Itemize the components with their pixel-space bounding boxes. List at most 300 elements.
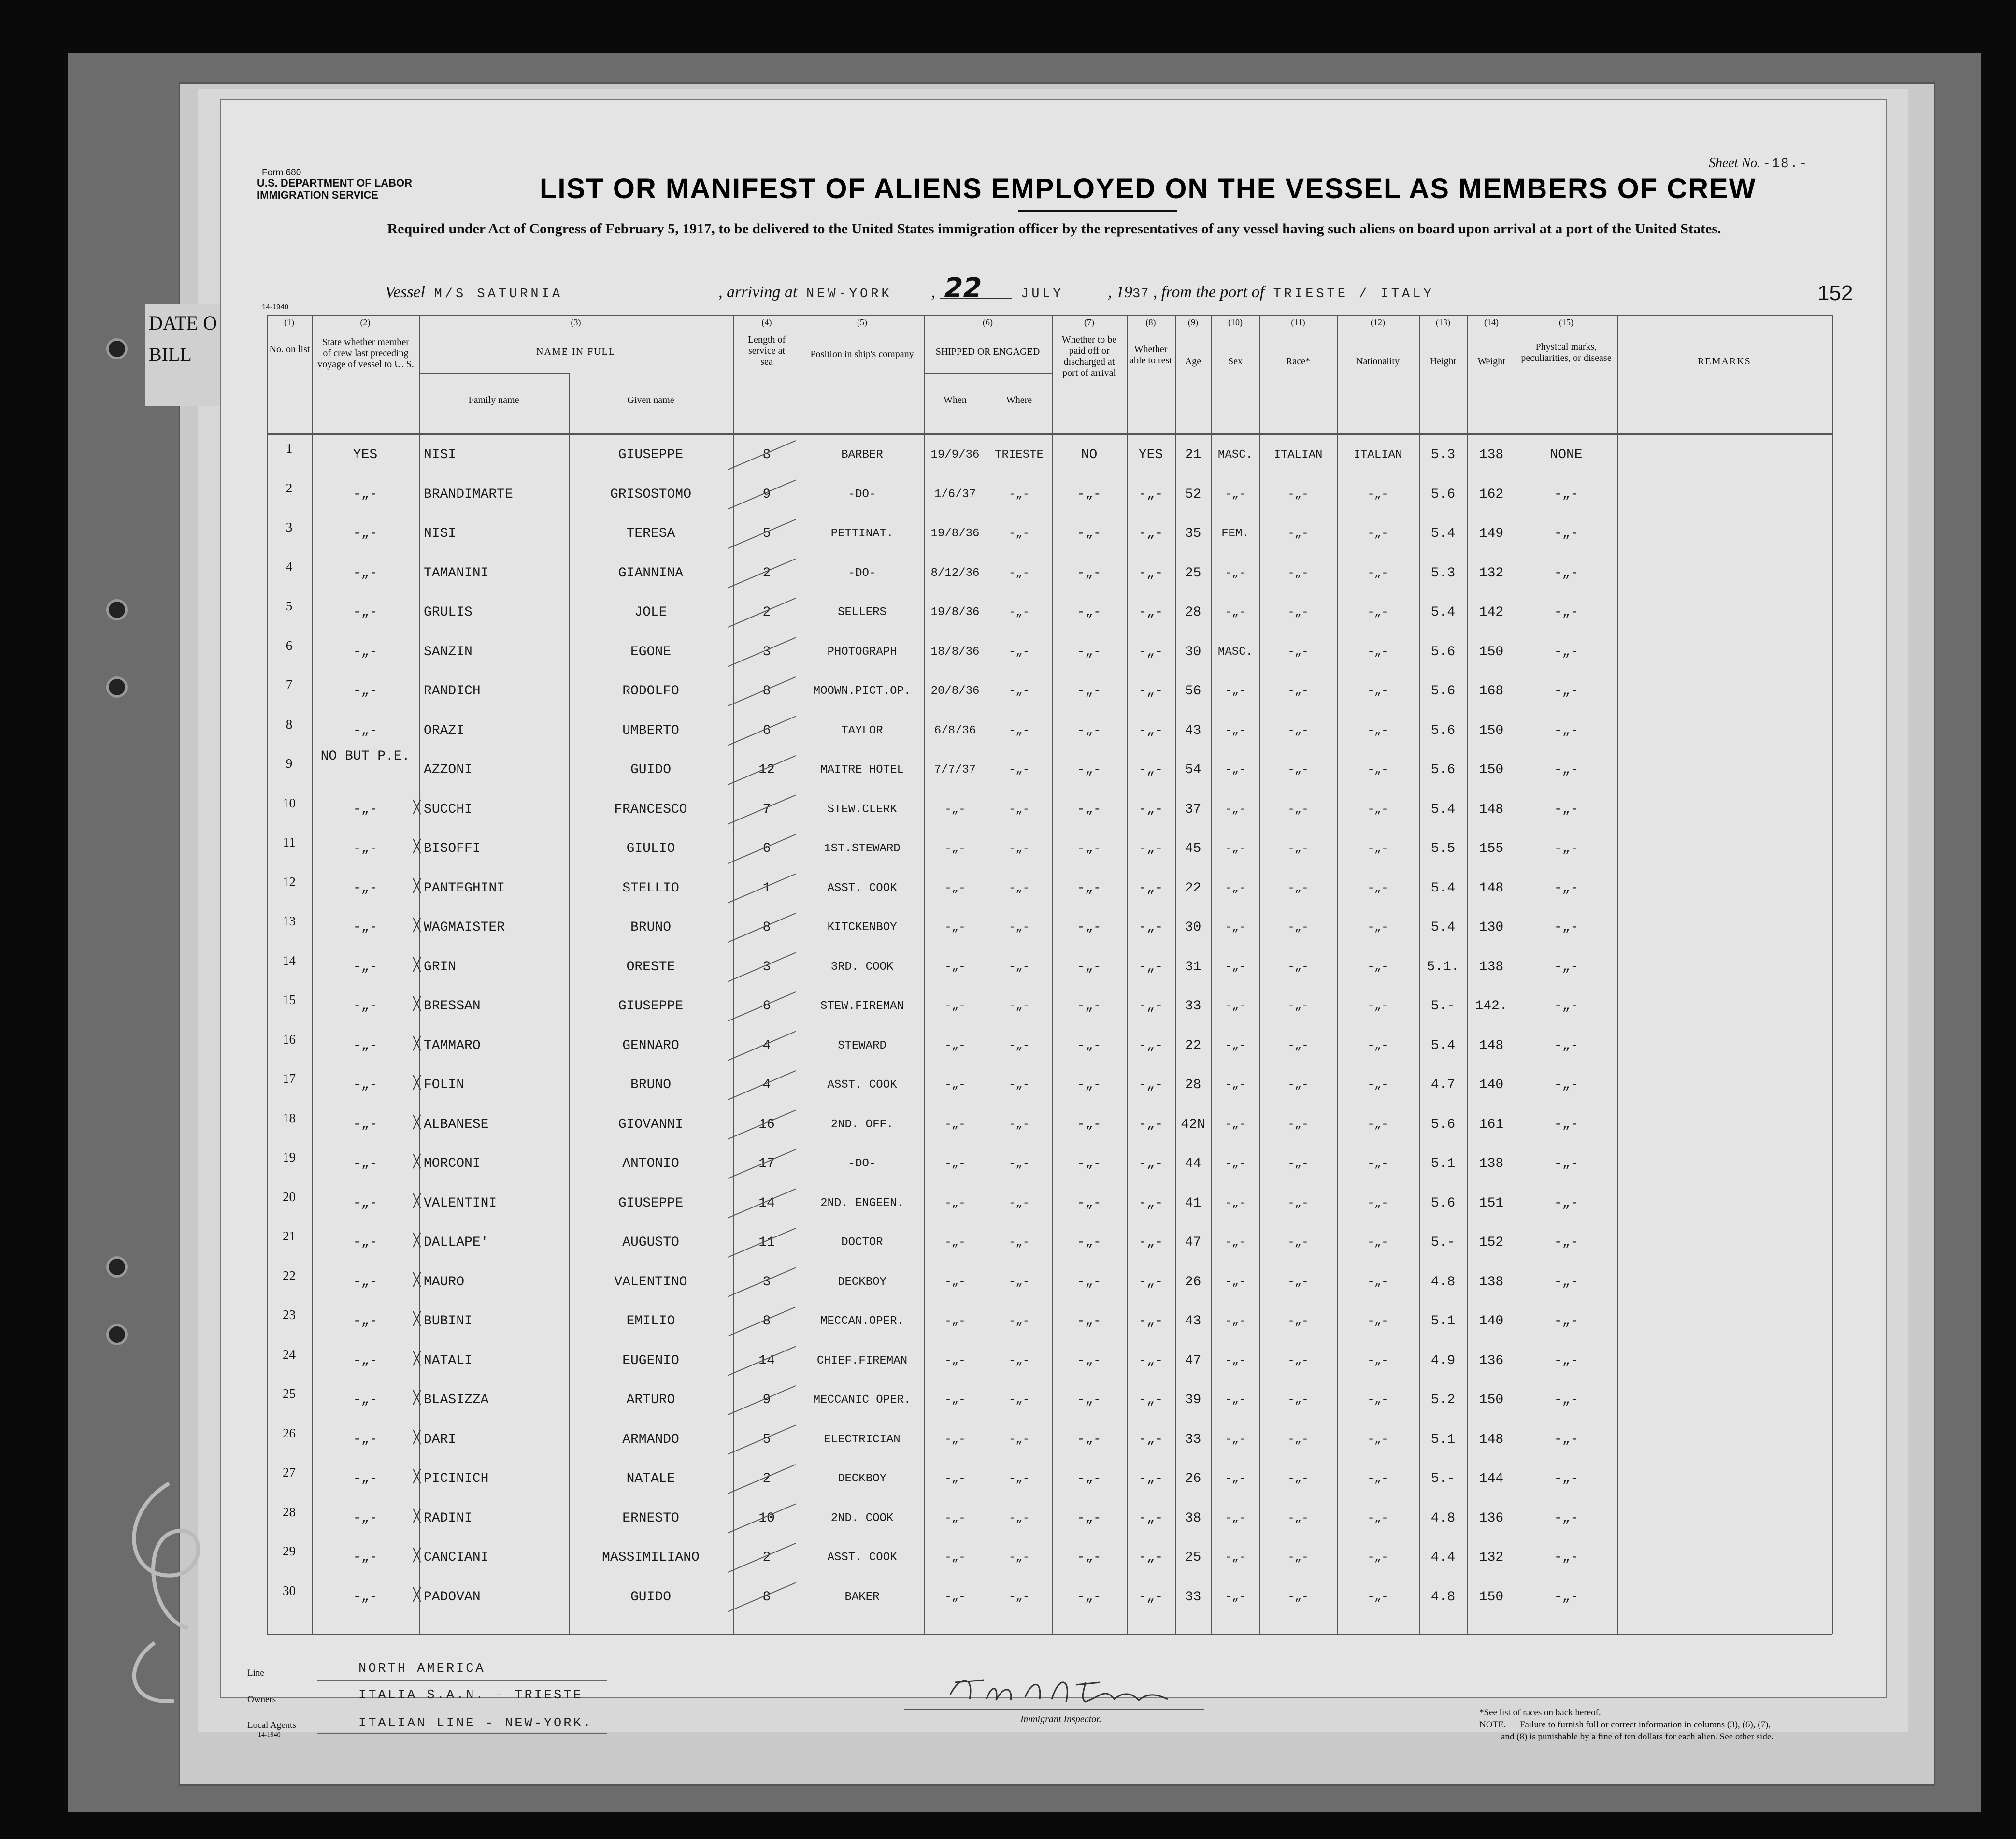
cell-paid: -„- [1077,1117,1101,1132]
cell-paid: -„- [1077,1314,1101,1329]
cell-marks: -„- [1554,1156,1579,1171]
cell-nat: -„- [1367,1196,1388,1210]
cell-marks: -„- [1554,762,1579,777]
cell-nat: -„- [1367,685,1388,698]
cell-rest: -„- [1138,959,1163,975]
year-suffix: 37 [1132,287,1149,302]
cell-where: TRIESTE [995,448,1044,461]
arrival-day-handwritten: 22 [940,279,1012,299]
cell-where: -„- [1008,724,1030,737]
cell-prev: -„- [353,1510,378,1526]
cell-paid: -„- [1077,959,1101,975]
scrap-line-2: BILL [149,344,192,365]
cell-weight: 152 [1479,1235,1504,1250]
cell-service: 8 [762,1589,771,1605]
cell-position: -DO- [848,488,876,501]
cell-weight: 150 [1479,644,1504,660]
cell-prev: -„- [353,999,378,1014]
col12-number: (12) [1371,317,1385,327]
cell-height: 5.2 [1430,1393,1456,1408]
col2-number: (2) [360,317,371,327]
cell-weight: 138 [1479,959,1504,975]
cell-where: -„- [1008,645,1030,659]
cell-race: -„- [1287,1433,1309,1446]
cell-family: SANZIN [424,644,472,660]
check-mark-icon: ╳ [413,1548,421,1562]
cell-nat: -„- [1367,1078,1388,1092]
check-mark-icon: ╳ [413,878,421,893]
cell-rest: -„- [1138,1314,1163,1329]
cell-marks: -„- [1554,1274,1579,1290]
col4-number: (4) [761,317,772,327]
cell-sex: -„- [1225,1511,1246,1525]
cell-marks: -„- [1554,1353,1579,1368]
cell-given: ERNESTO [622,1510,679,1526]
cell-race: -„- [1287,566,1309,580]
check-mark-icon: ╳ [413,799,421,814]
cell-service: 3 [762,644,771,660]
cell-race: -„- [1287,842,1309,855]
col6b-header: Where [1006,395,1032,405]
cell-race: -„- [1287,1196,1309,1210]
page-title: LIST OR MANIFEST OF ALIENS EMPLOYED ON THE VESSEL AS MEMBERS OF CREW [540,173,1757,204]
cell-prev: -„- [353,1235,378,1250]
cell-service: 17 [758,1156,775,1171]
cell-family: FOLIN [424,1078,465,1092]
cell-where: -„- [1008,488,1030,501]
row-number: 16 [283,1032,296,1047]
check-mark-icon: ╳ [413,1508,421,1523]
cell-marks: -„- [1554,565,1579,581]
col3b-header: Given name [627,395,674,405]
cell-rest: -„- [1138,1038,1163,1053]
cell-nat: -„- [1367,606,1388,619]
cell-rest: -„- [1138,526,1163,541]
cell-family: GRIN [424,959,457,975]
cell-weight: 132 [1479,1550,1504,1565]
cell-family: TAMMARO [424,1038,481,1053]
row-number: 23 [283,1307,296,1322]
cell-prev: -„- [353,920,378,935]
cell-given: NATALE [626,1471,675,1486]
owners-label: Owners [247,1695,276,1705]
row-number: 29 [283,1544,296,1558]
cell-where: -„- [1008,1039,1030,1052]
cell-service: 6 [762,999,771,1014]
cell-where: -„- [1008,1472,1030,1485]
cell-when: -„- [944,921,966,934]
cell-where: -„- [1008,1078,1030,1092]
note-penalty-2: and (8) is punishable by a fine of ten dollars for each alien. See other side. [1501,1732,1774,1742]
cell-age: 54 [1185,762,1201,777]
cell-weight: 142 [1479,605,1504,620]
cell-service: 14 [758,1195,775,1211]
line-value: NORTH AMERICA [358,1662,486,1676]
cell-service: 8 [762,1314,771,1329]
cell-nat: -„- [1367,488,1388,501]
col7-number: (7) [1084,317,1094,327]
cell-position: DECKBOY [838,1472,886,1485]
cell-prev: -„- [353,723,378,738]
cell-race: -„- [1287,1275,1309,1289]
cell-where: -„- [1008,1394,1030,1407]
row-number: 1 [286,441,293,456]
note-races: *See list of races on back hereof. [1479,1708,1601,1718]
cell-race: -„- [1287,960,1309,974]
cell-race: -„- [1287,1315,1309,1328]
cell-paid: -„- [1077,1393,1101,1408]
cell-paid: -„- [1077,1550,1101,1565]
cell-height: 4.4 [1430,1550,1456,1565]
row-number: 14 [283,953,296,968]
cell-weight: 148 [1479,1432,1504,1447]
cell-when: -„- [944,1118,966,1131]
cell-height: 5.4 [1430,920,1456,935]
cell-paid: -„- [1077,1353,1101,1368]
cell-age: 35 [1185,526,1201,541]
col5-header: Position in ship's company [810,349,914,359]
cell-sex: MASC. [1217,448,1253,461]
cell-height: 5.6 [1430,644,1456,660]
cell-rest: -„- [1138,1471,1163,1486]
check-mark-icon: ╳ [413,1311,421,1326]
cell-height: 4.8 [1430,1274,1456,1290]
row-number: 9 [286,756,293,771]
binder-hole [106,338,128,359]
cell-service: 5 [762,526,771,541]
arriving-port: NEW-YORK [801,287,927,302]
cell-when: -„- [944,803,966,816]
cell-marks: -„- [1554,684,1579,699]
cell-marks: -„- [1554,487,1579,502]
cell-nat: -„- [1367,1236,1388,1249]
cell-rest: -„- [1138,841,1163,856]
cell-position: ASST. COOK [827,1078,897,1092]
sheet-number-label: Sheet No. [1709,156,1761,171]
row-number: 28 [283,1504,296,1519]
cell-position: 2ND. OFF. [830,1118,894,1131]
cell-race: -„- [1287,1354,1309,1367]
cell-race: -„- [1287,606,1309,619]
cell-prev: -„- [353,1195,378,1211]
cell-given: GIULIO [626,841,675,856]
cell-position: DOCTOR [841,1236,883,1249]
cell-rest: -„- [1138,644,1163,660]
cell-rest: -„- [1138,1117,1163,1132]
cell-age: 33 [1185,1432,1201,1447]
cell-nat: -„- [1367,566,1388,580]
cell-service: 16 [758,1117,775,1132]
cell-given: ANTONIO [622,1156,679,1171]
cell-height: 5.4 [1430,880,1456,896]
cell-marks: -„- [1554,1432,1579,1447]
col6-header: SHIPPED OR ENGAGED [935,346,1040,357]
row-number: 4 [286,559,293,574]
binder-hole [106,1256,128,1278]
cell-paid: -„- [1077,1195,1101,1211]
cell-nat: -„- [1367,803,1388,816]
cell-paid: -„- [1077,880,1101,896]
inspector-label: Immigrant Inspector. [1020,1714,1101,1724]
cell-family: MORCONI [424,1156,481,1171]
cell-marks: -„- [1554,1195,1579,1211]
cell-nat: -„- [1367,842,1388,855]
cell-age: 41 [1185,1195,1201,1211]
cell-paid: -„- [1077,487,1101,502]
cell-when: -„- [944,1354,966,1367]
cell-where: -„- [1008,921,1030,934]
cell-family: TAMANINI [424,565,489,581]
cell-nat: -„- [1367,1039,1388,1052]
department-line-2: IMMIGRATION SERVICE [257,189,378,201]
cell-position: PETTINAT. [830,527,894,540]
cell-race: ITALIAN [1273,448,1323,461]
row-number: 26 [283,1425,296,1440]
cell-given: GIUSEPPE [618,447,684,462]
cell-age: 28 [1185,1078,1201,1092]
cell-position: 2ND. ENGEEN. [820,1196,904,1210]
cell-where: -„- [1008,842,1030,855]
cell-age: 30 [1185,644,1201,660]
cell-given: BRUNO [630,920,671,935]
vessel-line: Vessel M/S SATURNIA , arriving at NEW-YORK , 22 JULY , 1937 , from the port of TRIESTE / ITALY [385,279,1549,302]
cell-paid: -„- [1077,1078,1101,1092]
cell-age: 25 [1185,565,1201,581]
cell-family: MAURO [424,1274,465,1290]
cell-marks: -„- [1554,1589,1579,1605]
cell-prev: -„- [353,526,378,541]
cell-prev: -„- [353,1156,378,1171]
cell-height: 5.5 [1430,841,1456,856]
cell-rest: -„- [1138,1510,1163,1526]
cell-sex: -„- [1225,960,1246,974]
cell-given: EMILIO [626,1314,675,1329]
cell-family: NATALI [424,1353,472,1368]
from-port-label: , from the port of [1153,283,1265,301]
binder-hole [106,599,128,620]
check-mark-icon: ╳ [413,1075,421,1090]
cell-position: BARBER [841,448,883,461]
cell-paid: -„- [1077,1156,1101,1171]
cell-rest: -„- [1138,1589,1163,1605]
cell-height: 5.6 [1430,487,1456,502]
cell-family: BUBINI [424,1314,472,1329]
cell-when: 1/6/37 [934,488,976,501]
cell-sex: -„- [1225,1275,1246,1289]
col3-header: NAME IN FULL [536,346,615,357]
cell-nat: -„- [1367,1275,1388,1289]
cell-height: 5.6 [1430,723,1456,738]
cell-where: -„- [1008,1000,1030,1013]
cell-age: 26 [1185,1471,1201,1486]
cell-race: -„- [1287,724,1309,737]
cell-when: -„- [944,1078,966,1092]
cell-given: GUIDO [630,1589,671,1605]
cell-rest: -„- [1138,1156,1163,1171]
col-border [1617,315,1618,1634]
cell-prev: -„- [353,565,378,581]
cell-sex: -„- [1225,1196,1246,1210]
cell-sex: -„- [1225,1157,1246,1170]
cell-sex: -„- [1225,1078,1246,1092]
cell-age: 30 [1185,920,1201,935]
cell-age: 47 [1185,1235,1201,1250]
cell-age: 22 [1185,880,1201,896]
cell-sex: -„- [1225,842,1246,855]
cell-when: -„- [944,1433,966,1446]
cell-sex: -„- [1225,1551,1246,1564]
cell-prev: -„- [353,644,378,660]
cell-sex: -„- [1225,566,1246,580]
cell-position: -DO- [848,566,876,580]
cell-when: 7/7/37 [934,763,976,776]
cell-weight: 138 [1479,447,1504,462]
cell-service: 11 [758,1235,775,1250]
cell-given: GUIDO [630,762,671,777]
cell-service: 2 [762,1471,771,1486]
cell-prev: -„- [353,487,378,502]
binder-hole [106,676,128,698]
cell-sex: FEM. [1221,527,1249,540]
cell-height: 5.1 [1430,1156,1456,1171]
cell-given: BRUNO [630,1078,671,1092]
col5-number: (5) [857,317,867,327]
cell-position: -DO- [848,1157,876,1170]
cell-paid: -„- [1077,1274,1101,1290]
cell-where: -„- [1008,527,1030,540]
cell-weight: 130 [1479,920,1504,935]
cell-rest: -„- [1138,605,1163,620]
cell-sex: -„- [1225,1315,1246,1328]
cell-age: 37 [1185,802,1201,817]
cell-race: -„- [1287,1236,1309,1249]
cell-position: CHIEF.FIREMAN [816,1354,908,1367]
cell-position: BAKER [844,1590,880,1604]
cell-sex: -„- [1225,1394,1246,1407]
cell-family: GRULIS [424,605,472,620]
cell-marks: -„- [1554,723,1579,738]
check-mark-icon: ╳ [413,1351,421,1365]
cell-when: -„- [944,1394,966,1407]
agents-underline [317,1733,607,1734]
row-number: 8 [286,717,293,732]
cell-where: -„- [1008,1551,1030,1564]
year-prefix: 19 [1116,283,1132,301]
cell-age: 31 [1185,959,1201,975]
line-label: Line [247,1668,264,1678]
cell-position: KITCKENBOY [827,921,897,934]
cell-weight: 150 [1479,762,1504,777]
cell-when: 8/12/36 [930,566,980,580]
cell-weight: 142. [1475,999,1508,1014]
cell-marks: -„- [1554,526,1579,541]
check-mark-icon: ╳ [413,918,421,932]
cell-prev: -„- [353,1314,378,1329]
cell-age: 26 [1185,1274,1201,1290]
cell-marks: -„- [1554,1510,1579,1526]
cell-race: -„- [1287,1590,1309,1604]
col4-header: Length of service at sea [747,334,786,367]
cell-rest: -„- [1138,802,1163,817]
cell-age: 45 [1185,841,1201,856]
cell-when: -„- [944,1196,966,1210]
cell-height: 5.4 [1430,1038,1456,1053]
cell-family: PICINICH [424,1471,489,1486]
cell-prev: -„- [353,1117,378,1132]
col14-number: (14) [1484,317,1499,327]
cell-service: 12 [758,762,775,777]
cell-race: -„- [1287,1394,1309,1407]
cell-sex: -„- [1225,1039,1246,1052]
cell-given: FRANCESCO [614,802,687,817]
sheet-number-value: -18.- [1762,157,1808,172]
cell-family: RANDICH [424,684,481,699]
cell-when: -„- [944,960,966,974]
cell-rest: -„- [1138,1235,1163,1250]
cell-rest: -„- [1138,920,1163,935]
cell-family: CANCIANI [424,1550,489,1565]
cell-marks: -„- [1554,1471,1579,1486]
cell-weight: 138 [1479,1274,1504,1290]
cell-service: 4 [762,1038,771,1053]
cell-service: 5 [762,1432,771,1447]
cell-where: -„- [1008,1590,1030,1604]
cell-given: GIOVANNI [618,1117,684,1132]
arrival-month: JULY [1016,287,1108,302]
row-number: 5 [286,599,293,613]
row-number: 30 [283,1583,296,1598]
cell-prev: -„- [353,1393,378,1408]
cell-race: -„- [1287,1039,1309,1052]
cell-marks: -„- [1554,959,1579,975]
cell-sex: -„- [1225,1433,1246,1446]
cell-age: 56 [1185,684,1201,699]
cell-service: 4 [762,1078,771,1092]
cell-position: MAITRE HOTEL [820,763,904,776]
cell-given: ORESTE [626,959,675,975]
cell-service: 6 [762,723,771,738]
col15-number: (15) [1559,317,1573,327]
cell-weight: 140 [1479,1078,1504,1092]
cell-weight: 148 [1479,1038,1504,1053]
cell-nat: -„- [1367,527,1388,540]
cell-prev: -„- [353,1550,378,1565]
cell-rest: -„- [1138,1550,1163,1565]
check-mark-icon: ╳ [413,1429,421,1444]
cell-given: UMBERTO [622,723,679,738]
cell-nat: -„- [1367,1000,1388,1013]
cell-marks: -„- [1554,1235,1579,1250]
cell-prev: -„- [353,841,378,856]
cell-prev: -„- [353,1432,378,1447]
cell-weight: 138 [1479,1156,1504,1171]
cell-nat: -„- [1367,1118,1388,1131]
cell-position: MOOWN.PICT.OP. [813,685,911,698]
cell-weight: 161 [1479,1117,1504,1132]
cell-age: 28 [1185,605,1201,620]
cell-paid: -„- [1077,920,1101,935]
cell-family: BRANDIMARTE [424,487,513,502]
cell-given: STELLIO [622,880,679,896]
cell-marks: -„- [1554,841,1579,856]
cell-where: -„- [1008,1157,1030,1170]
cell-height: 5.6 [1430,762,1456,777]
cell-rest: -„- [1138,1432,1163,1447]
row-number: 15 [283,992,296,1007]
col6-number: (6) [983,317,993,327]
cell-race: -„- [1287,1118,1309,1131]
check-mark-icon: ╳ [413,1390,421,1405]
